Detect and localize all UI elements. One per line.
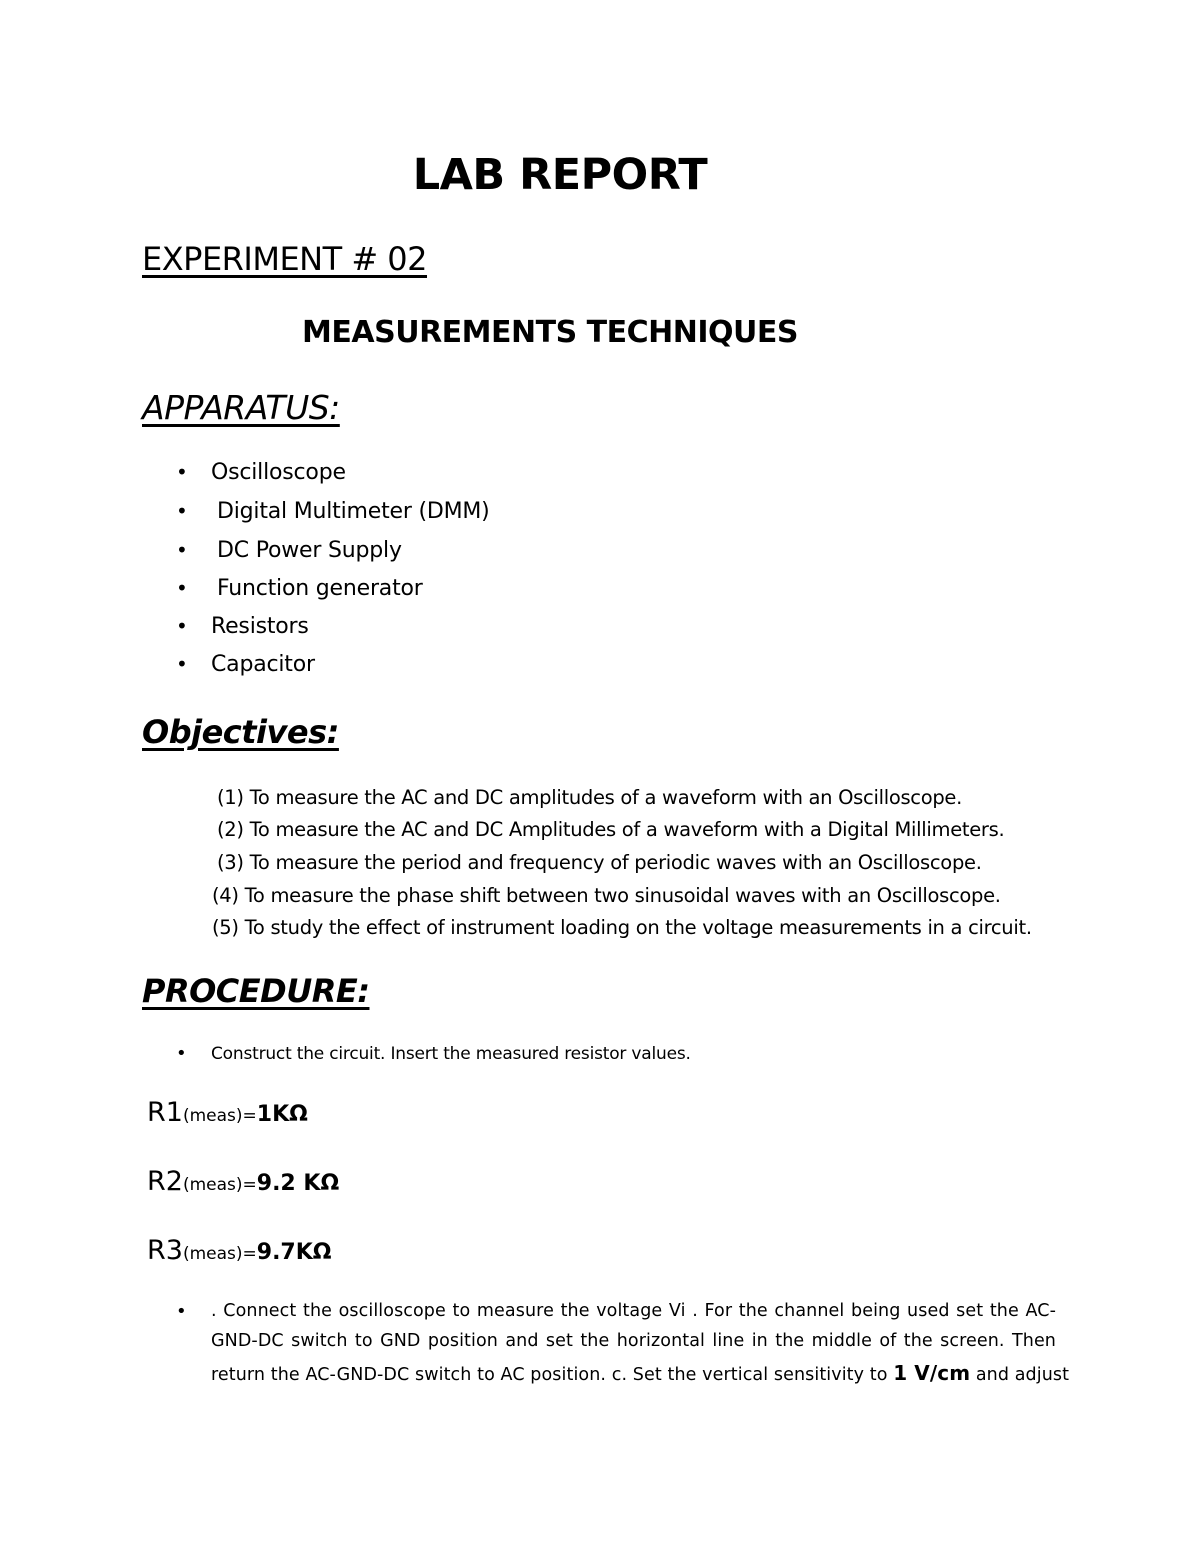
resistor-r1: R1(meas)=1KΩ [147,1097,308,1128]
bullet-icon: • [176,460,188,484]
objectives-heading: Objectives: [142,713,339,751]
bullet-icon: • [176,614,188,638]
apparatus-heading: APPARATUS: [142,388,340,427]
objective-item: (3) To measure the period and frequency of periodic waves with an Oscilloscope. [217,851,982,874]
bullet-icon: • [176,499,188,523]
bullet-icon: • [176,576,188,600]
report-title: LAB REPORT [412,150,708,200]
bullet-icon: • [176,1301,187,1322]
experiment-title: MEASUREMENTS TECHNIQUES [302,315,798,350]
paragraph-line: GND-DC switch to GND position and set the horizontal line in the middle of the screen. Then [211,1331,1056,1351]
objective-item: (1) To measure the AC and DC amplitudes of a waveform with an Oscilloscope. [217,786,963,809]
resistor-r2: R2(meas)=9.2 KΩ [147,1166,340,1197]
objective-item: (4) To measure the phase shift between two sinusoidal waves with an Oscilloscope. [212,884,1001,907]
paragraph-line: return the AC-GND-DC switch to AC position. c. Set the vertical sensitivity to 1 V/cm and adjust [211,1361,1070,1385]
bullet-icon: • [176,652,188,676]
procedure-heading: PROCEDURE: [142,972,370,1010]
experiment-number: EXPERIMENT # 02 [142,240,428,278]
bullet-icon: • [176,538,188,562]
paragraph-line: . Connect the oscilloscope to measure the voltage Vi . For the channel being used set the AC- [211,1301,1056,1321]
objective-item: (2) To measure the AC and DC Amplitudes of a waveform with a Digital Millimeters. [217,818,1005,841]
resistor-r3: R3(meas)=9.7KΩ [147,1235,332,1266]
objective-item: (5) To study the effect of instrument loading on the voltage measurements in a circuit. [212,916,1032,939]
bullet-icon: • [176,1043,187,1064]
